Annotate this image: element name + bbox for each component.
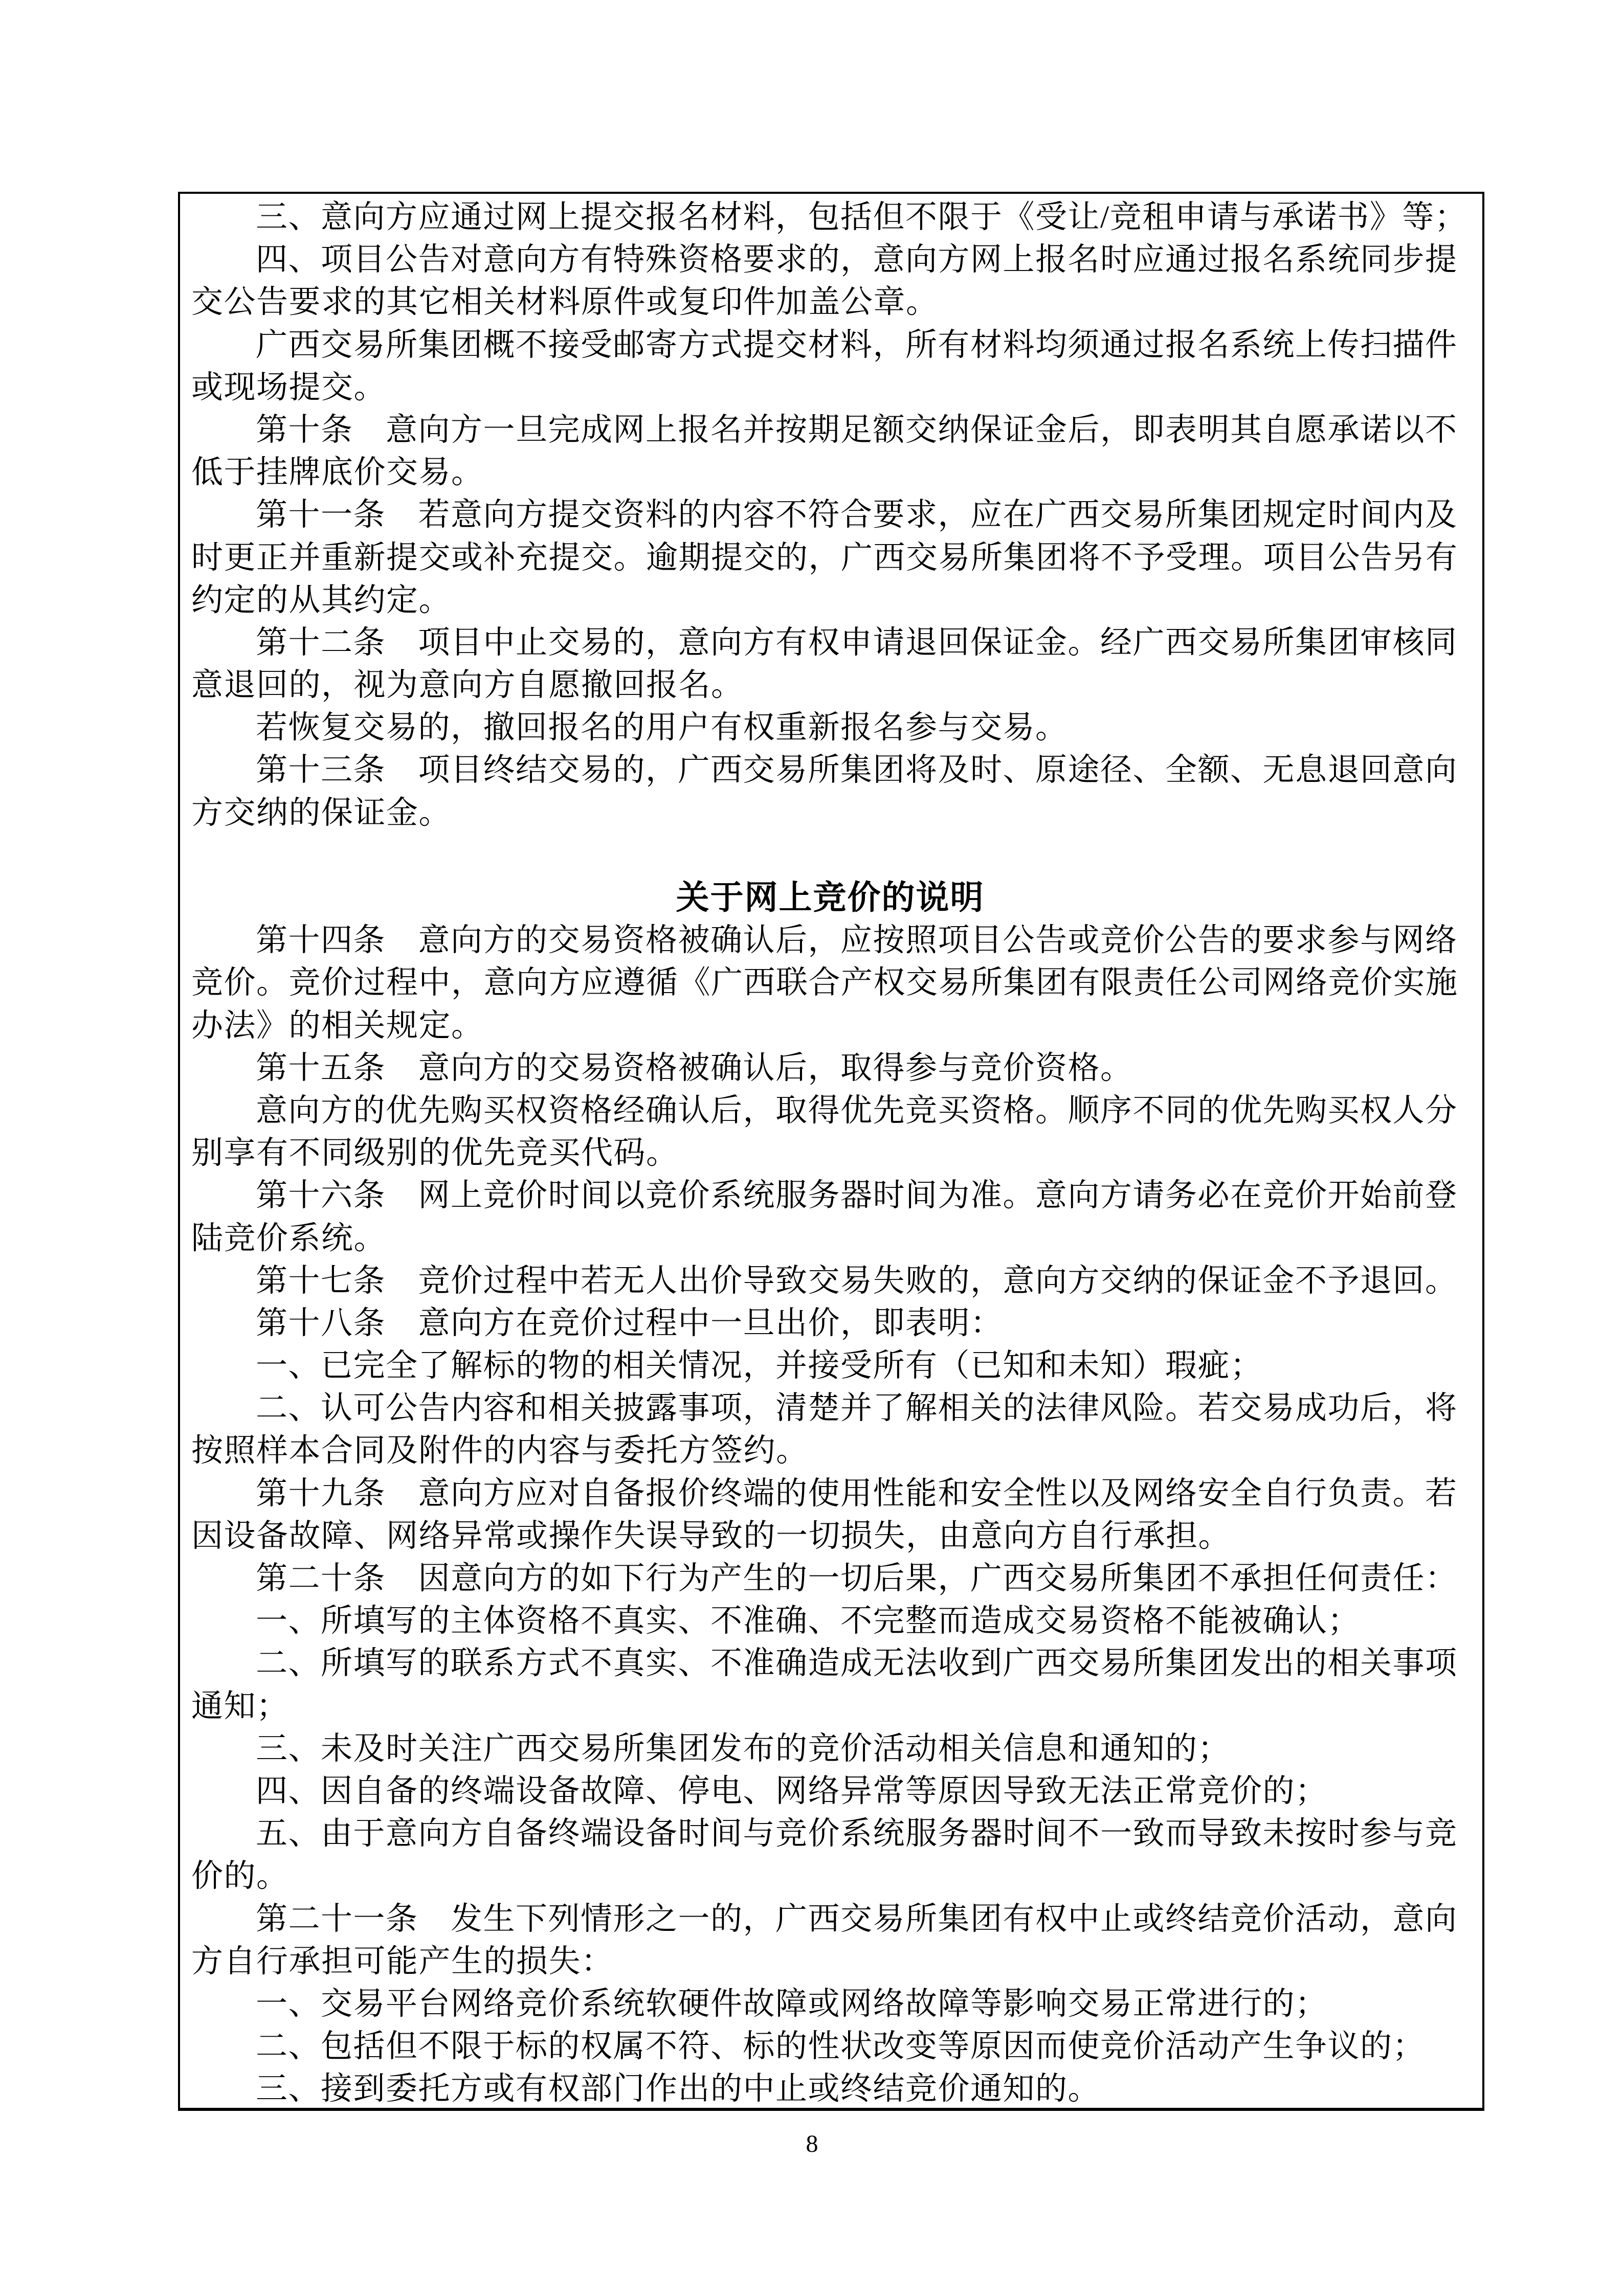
- text-line: 三、未及时关注广西交易所集团发布的竞价活动相关信息和通知的；: [256, 1731, 1231, 1766]
- text-line: 二、所填写的联系方式不真实、不准确造成无法收到广西交易所集团发出的相关事项: [256, 1646, 1458, 1681]
- text-line: [191, 835, 1469, 877]
- text-line: 五、由于意向方自备终端设备时间与竞价系统服务器时间不一致而导致未按时参与竞: [256, 1816, 1458, 1852]
- text-line: 三、意向方应通过网上提交报名材料，包括但不限于《受让/竞租申请与承诺书》等；: [256, 200, 1467, 235]
- text-line: 第十二条 项目中止交易的，意向方有权申请退回保证金。经广西交易所集团审核同: [256, 625, 1458, 660]
- text-line: 方交纳的保证金。: [191, 795, 452, 830]
- text-line: 若恢复交易的，撤回报名的用户有权重新报名参与交易。: [256, 710, 1068, 746]
- text-line: 办法》的相关规定。: [191, 1008, 484, 1043]
- text-line: 因设备故障、网络异常或操作失误导致的一切损失，由意向方自行承担。: [191, 1518, 1231, 1554]
- text-line: 二、包括但不限于标的权属不符、标的性状改变等原因而使竞价活动产生争议的；: [256, 2029, 1426, 2064]
- text-line: 第十四条 意向方的交易资格被确认后，应按照项目公告或竞价公告的要求参与网络: [256, 923, 1458, 958]
- text-line: 第十八条 意向方在竞价过程中一旦出价，即表明：: [256, 1305, 1003, 1341]
- text-line: 三、接到委托方或有权部门作出的中止或终结竞价通知的。: [256, 2072, 1101, 2107]
- text-line: 低于挂牌底价交易。: [191, 455, 484, 490]
- text-line: 意退回的，视为意向方自愿撤回报名。: [191, 668, 744, 703]
- text-line: 第二十条 因意向方的如下行为产生的一切后果，广西交易所集团不承担任何责任：: [256, 1561, 1458, 1596]
- document-body: [178, 192, 1484, 2111]
- text-line: 价的。: [191, 1859, 289, 1894]
- text-line: 第十七条 竞价过程中若无人出价导致交易失败的，意向方交纳的保证金不予退回。: [256, 1263, 1458, 1298]
- text-line: 交公告要求的其它相关材料原件或复印件加盖公章。: [191, 285, 939, 320]
- text-line: 第十条 意向方一旦完成网上报名并按期足额交纳保证金后，即表明其自愿承诺以不: [256, 412, 1458, 447]
- text-line: 第十三条 项目终结交易的，广西交易所集团将及时、原途径、全额、无息退回意向: [256, 753, 1458, 788]
- text-line: 一、已完全了解标的物的相关情况，并接受所有（已知和未知）瑕疵；: [256, 1348, 1263, 1384]
- text-line: 第十六条 网上竞价时间以竞价系统服务器时间为准。意向方请务必在竞价开始前登: [256, 1178, 1458, 1213]
- text-line: 二、认可公告内容和相关披露事项，清楚并了解相关的法律风险。若交易成功后，将: [256, 1391, 1458, 1426]
- text-line: 竞价。竞价过程中，意向方应遵循《广西联合产权交易所集团有限责任公司网络竞价实施: [191, 965, 1458, 1001]
- text-line: 通知；: [191, 1689, 289, 1724]
- section-heading: 关于网上竞价的说明: [676, 880, 985, 916]
- text-line: 四、项目公告对意向方有特殊资格要求的，意向方网上报名时应通过报名系统同步提: [256, 242, 1458, 278]
- text-line: 第二十一条 发生下列情形之一的，广西交易所集团有权中止或终结竞价活动，意向: [256, 1901, 1458, 1937]
- text-line: 第十五条 意向方的交易资格被确认后，取得参与竞价资格。: [256, 1050, 1133, 1086]
- text-line: 别享有不同级别的优先竞买代码。: [191, 1136, 679, 1171]
- text-line: 第十一条 若意向方提交资料的内容不符合要求，应在广西交易所集团规定时间内及: [256, 498, 1458, 533]
- text-line: 第十九条 意向方应对自备报价终端的使用性能和安全性以及网络安全自行负责。若: [256, 1476, 1458, 1511]
- text-line: 一、交易平台网络竞价系统软硬件故障或网络故障等影响交易正常进行的；: [256, 1986, 1328, 2021]
- text-line: 一、所填写的主体资格不真实、不准确、不完整而造成交易资格不能被确认；: [256, 1604, 1361, 1639]
- text-line: 意向方的优先购买权资格经确认后，取得优先竞买资格。顺序不同的优先购买权人分: [256, 1093, 1458, 1128]
- text-line: 四、因自备的终端设备故障、停电、网络异常等原因导致无法正常竞价的；: [256, 1773, 1328, 1809]
- text-line: 或现场提交。: [191, 370, 387, 405]
- text-line: 陆竞价系统。: [191, 1221, 387, 1256]
- page-number: 8: [806, 2130, 818, 2157]
- text-line: 广西交易所集团概不接受邮寄方式提交材料，所有材料均须通过报名系统上传扫描件: [256, 327, 1458, 363]
- text-line: 方自行承担可能产生的损失：: [191, 1944, 614, 1979]
- text-line: 时更正并重新提交或补充提交。逾期提交的，广西交易所集团将不予受理。项目公告另有: [191, 540, 1458, 575]
- text-line: 按照样本合同及附件的内容与委托方签约。: [191, 1433, 809, 1469]
- text-line: 约定的从其约定。: [191, 582, 452, 618]
